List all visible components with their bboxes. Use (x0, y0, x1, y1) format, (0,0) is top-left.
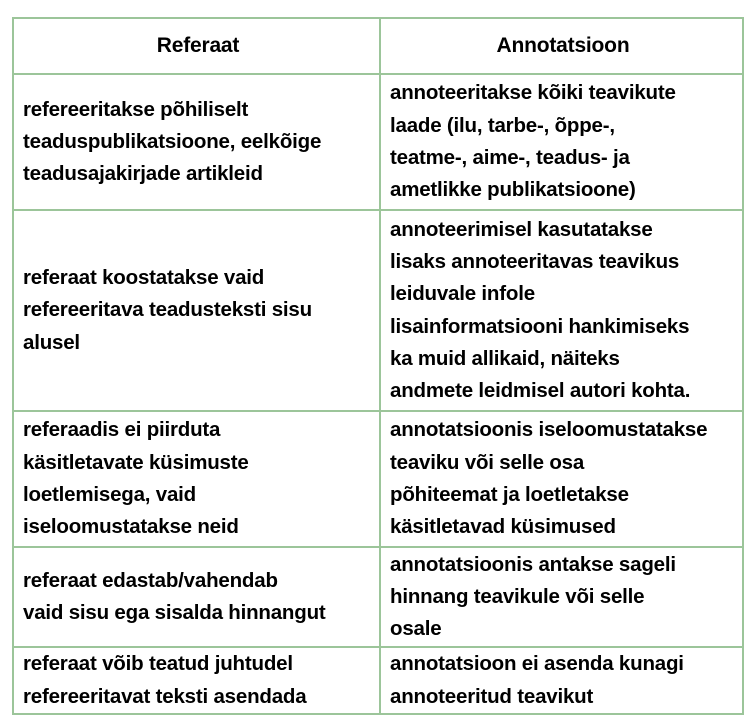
cell-line: referaadis ei piirduta (23, 418, 221, 442)
cell-line: iseloomustatakse neid (23, 515, 239, 539)
cell-line: refereeritava teadusteksti sisu (23, 298, 312, 322)
referaat-cell (13, 74, 380, 210)
cell-line: refereeritakse põhiliselt (23, 97, 249, 121)
annotatsioon-cell (380, 411, 743, 547)
table-row (13, 547, 743, 647)
cell-line: lisainformatsiooni hankimiseks (390, 314, 690, 338)
referaat-cell (13, 547, 380, 647)
cell-line: lisaks annoteeritavas teavikus (390, 249, 680, 273)
cell-line: annoteeritakse kõiki teavikute (390, 81, 676, 105)
cell-line: osale (390, 617, 442, 641)
table-row (13, 647, 743, 714)
cell-line: annotatsioonis antakse sageli (390, 552, 676, 576)
cell-line: annotatsioonis iseloomustatakse (390, 418, 708, 442)
table-row (13, 411, 743, 547)
cell-line: annoteeritud teavikut (390, 684, 594, 708)
cell-line: teaviku või selle osa (390, 450, 585, 474)
cell-line: hinnang teavikule või selle (390, 584, 645, 608)
cell-line: ametlikke publikatsioone) (390, 178, 636, 202)
referaat-cell (13, 411, 380, 547)
header-row (13, 18, 743, 74)
table-row (13, 74, 743, 210)
cell-line: põhiteemat ja loetletakse (390, 483, 629, 506)
cell-line: vaid sisu ega sisalda hinnangut (23, 601, 326, 624)
cell-line: referaat koostatakse vaid (23, 266, 265, 290)
cell-line: referaat võib teatud juhtudel (23, 652, 293, 676)
annotatsioon-cell (380, 74, 743, 210)
cell-line: alusel (23, 330, 80, 354)
cell-line: käsitletavad küsimused (390, 515, 616, 539)
cell-line: teaduspublikatsioone, eelkõige (23, 129, 322, 153)
referaat-cell (13, 647, 380, 714)
cell-line: laade (ilu, tarbe-, õppe-, (390, 113, 615, 137)
cell-line: leiduvale infole (390, 282, 535, 306)
header-annotatsioon: Annotatsioon (380, 18, 743, 74)
annotatsioon-cell (380, 210, 743, 411)
cell-line: loetlemisega, vaid (23, 483, 197, 506)
table-row (13, 210, 743, 411)
annotatsioon-cell (380, 647, 743, 714)
cell-line: ka muid allikaid, näiteks (390, 346, 620, 370)
cell-line: refereeritavat teksti asendada (23, 684, 307, 708)
cell-line: andmete leidmisel autori kohta. (390, 379, 691, 403)
cell-line: käsitletavate küsimuste (23, 450, 249, 474)
comparison-table (12, 17, 744, 715)
cell-line: teatme-, aime-, teadus- ja (390, 146, 630, 169)
referaat-cell (13, 210, 380, 411)
cell-line: teadusajakirjade artikleid (23, 162, 263, 186)
header-referaat: Referaat (13, 18, 380, 74)
annotatsioon-cell (380, 547, 743, 647)
cell-line: referaat edastab/vahendab (23, 568, 278, 592)
cell-line: annotatsioon ei asenda kunagi (390, 652, 684, 676)
cell-line: annoteerimisel kasutatakse (390, 217, 653, 241)
